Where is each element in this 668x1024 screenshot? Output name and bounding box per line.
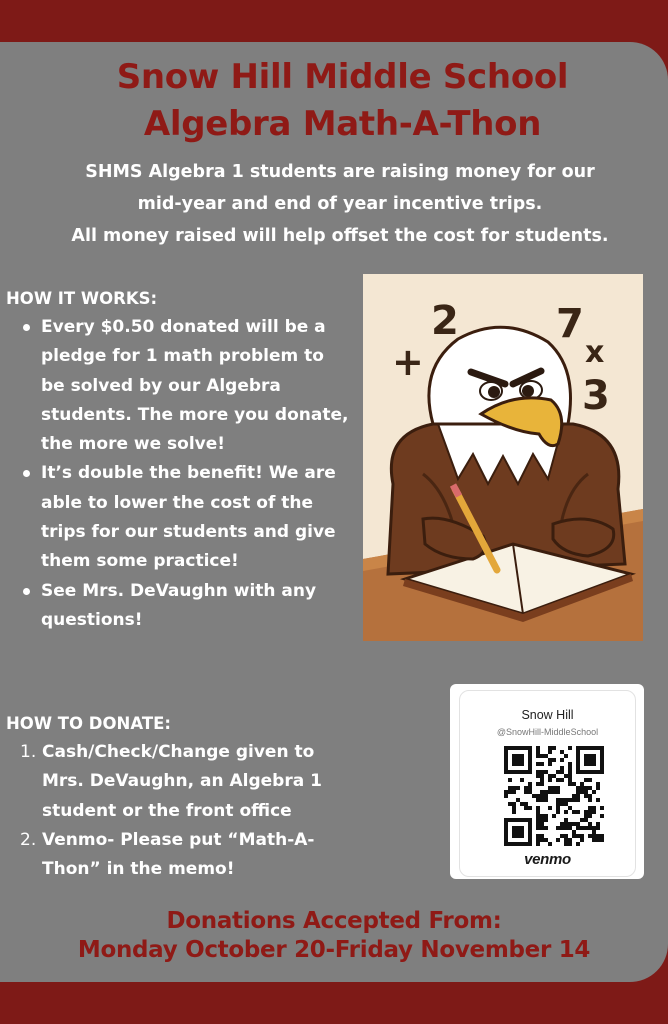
intro-line2: mid-year and end of year incentive trips. — [137, 194, 543, 214]
eagle-illustration — [363, 274, 643, 641]
qr-code-icon[interactable] — [504, 746, 604, 846]
how-it-works-list — [18, 313, 353, 635]
eagle-number-2: 2 — [431, 298, 459, 344]
donation-dates: Monday October 20-Friday November 14 — [77, 937, 591, 963]
venmo-logo: venmo — [524, 851, 571, 868]
flyer-title-line1: Snow Hill Middle School — [116, 57, 569, 97]
eagle-number-7: 7 — [556, 301, 584, 347]
list-number: 1. — [20, 742, 37, 762]
venmo-qr-inner — [459, 690, 636, 877]
list-number: 2. — [20, 829, 37, 850]
venmo-account-name: Snow Hill — [521, 708, 574, 722]
eagle-mascot-image — [363, 274, 643, 641]
flyer-title-line2: Algebra Math-A-Thon — [143, 104, 542, 144]
donation-dates-heading: Donations Accepted From: — [166, 908, 502, 934]
how-to-donate-list — [20, 738, 360, 884]
list-item: See Mrs. DeVaughn with any questions! — [18, 577, 353, 636]
intro-line1: SHMS Algebra 1 students are raising money for our — [85, 162, 595, 182]
list-item — [20, 826, 360, 885]
list-item: It’s double the benefit! We are able to lower the cost of the trips for our students and give them some practice! — [18, 459, 353, 576]
list-text: Cash/Check/Change given to Mrs. DeVaughn, an Algebra 1 student or the front office — [42, 742, 322, 821]
venmo-handle: @SnowHill-MiddleSchool — [496, 727, 599, 737]
intro-line3: All money raised will help offset the cost for students. — [71, 226, 609, 246]
how-to-donate-heading: HOW TO DONATE: — [6, 714, 171, 733]
plus-sign: + — [392, 340, 424, 384]
list-item: Every $0.50 donated will be a pledge for 1 math problem to be solved by our Algebra students. The more you donate, the more we solve! — [18, 313, 353, 459]
venmo-qr-card — [450, 684, 644, 879]
eagle-number-3: 3 — [582, 373, 610, 419]
list-item — [20, 738, 360, 826]
list-text: Venmo- Please put “Math-A-Thon” in the memo! — [42, 829, 315, 880]
intro-text — [0, 156, 668, 252]
how-it-works-heading: HOW IT WORKS: — [6, 289, 158, 308]
times-sign: x — [585, 335, 605, 370]
